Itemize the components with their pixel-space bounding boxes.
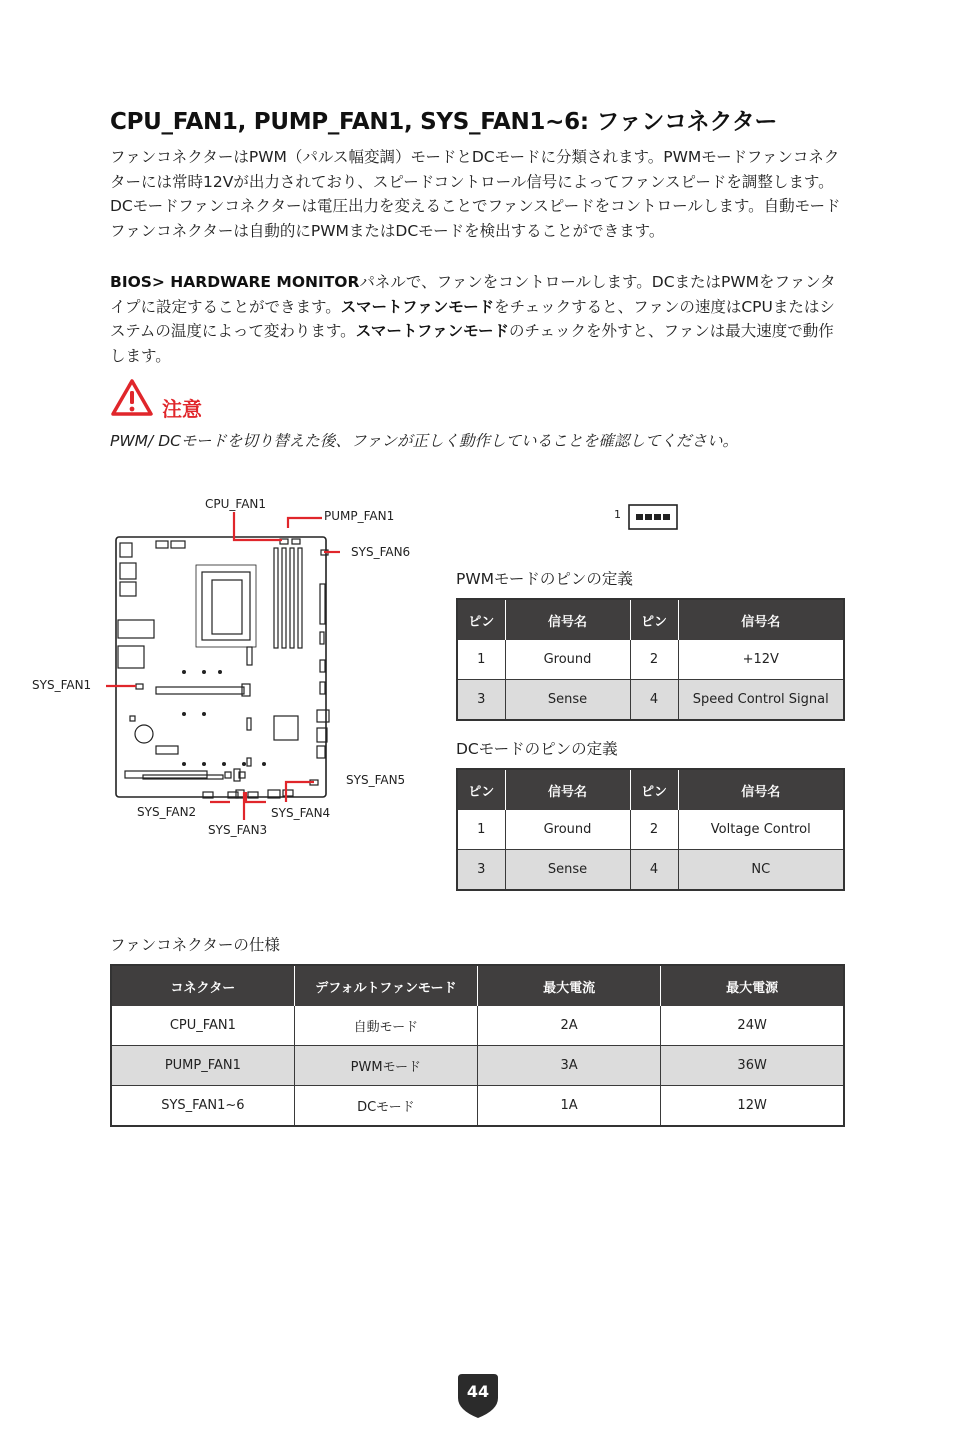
table-cell: 12W [661,1086,844,1127]
fan-spec-table [110,964,845,1127]
intro-paragraph: ファンコネクターはPWM（パルス幅変調）モードとDCモードに分類されます。PWMモードファンコネクターには常時12Vが出力されており、スピードコントロール信号によってファンスピードを調整します。DCモードファンコネクターは電圧出力を変えることでファンスピードをコントロールします。自動モードファンコネクターは自動的にPWMまたはDCモードを検出することができます。 [110,148,841,240]
column-header: 信号名 [505,769,630,810]
table-cell: 3 [457,680,505,721]
dc-section-title: DCモードのピンの定義 [456,740,618,758]
page-title: CPU_FAN1, PUMP_FAN1, SYS_FAN1~6: ファンコネクター [110,109,778,135]
table-cell: Ground [505,810,630,850]
bios-text-2: をチェックすると、ファンの速度はCPUまたはシステムの温度によって変わります。 [110,297,835,340]
table-row [457,640,844,680]
table-header-row [457,769,844,810]
dc-pin-table [456,768,845,891]
page-number: 44 [466,1382,490,1401]
bios-text-1: パネルで、ファンをコントロールします。DCまたはPWMをファンタイプに設定することができます。 [110,273,836,316]
table-row [457,850,844,891]
sys-fan4-label: SYS_FAN4 [271,806,331,820]
table-cell: 2 [630,810,678,850]
column-header: デフォルトファンモード [294,965,477,1006]
fan-header-icon [628,504,678,530]
table-row [111,1086,844,1127]
table-row [457,810,844,850]
table-cell: 1 [457,810,505,850]
pwm-pin-table [456,598,845,721]
sys-fan5-label: SYS_FAN5 [346,773,406,787]
spec-section-title: ファンコネクターの仕様 [110,936,280,954]
table-cell: 4 [630,850,678,891]
table-header-row [457,599,844,640]
column-header: 最大電源 [661,965,844,1006]
column-header: 信号名 [678,599,844,640]
sys-fan3-label: SYS_FAN3 [208,823,268,837]
table-cell: Voltage Control [678,810,844,850]
bios-menu-path: BIOS> HARDWARE MONITOR [110,273,360,291]
warning-icon [110,378,154,418]
table-cell: 3 [457,850,505,891]
table-cell: 1A [478,1086,661,1127]
column-header: コネクター [111,965,294,1006]
table-cell: PUMP_FAN1 [111,1046,294,1086]
column-header: ピン [630,599,678,640]
table-cell: 1 [457,640,505,680]
table-cell: Ground [505,640,630,680]
table-row [457,680,844,721]
smart-fan-mode-1: スマートファンモード [340,297,495,316]
table-row [111,1046,844,1086]
table-cell: PWMモード [294,1046,477,1086]
table-cell: +12V [678,640,844,680]
bios-text-3: のチェックを外すと、ファンは最大速度で動作します。 [110,322,834,365]
sys-fan2-label: SYS_FAN2 [137,805,197,819]
table-cell: 36W [661,1046,844,1086]
table-cell: Speed Control Signal [678,680,844,721]
bios-paragraph [110,270,845,368]
pump-fan1-label: PUMP_FAN1 [324,509,395,523]
table-cell: 24W [661,1006,844,1046]
pin-one-label: 1 [614,508,621,521]
caution-text: PWM/ DCモードを切り替えた後、ファンが正しく動作していることを確認してください。 [110,432,739,450]
column-header: 最大電流 [478,965,661,1006]
table-cell: DCモード [294,1086,477,1127]
column-header: ピン [457,769,505,810]
column-header: 信号名 [505,599,630,640]
motherboard-diagram [20,490,440,850]
table-row [111,1006,844,1046]
column-header: ピン [457,599,505,640]
table-cell: 2 [630,640,678,680]
table-header-row [111,965,844,1006]
sys-fan6-label: SYS_FAN6 [351,545,411,559]
column-header: 信号名 [678,769,844,810]
caution-label: 注意 [162,397,202,421]
table-cell: CPU_FAN1 [111,1006,294,1046]
sys-fan1-label: SYS_FAN1 [32,678,92,692]
pwm-section-title: PWMモードのピンの定義 [456,570,633,588]
table-cell: Sense [505,680,630,721]
table-cell: Sense [505,850,630,891]
table-cell: 自動モード [294,1006,477,1046]
table-cell: SYS_FAN1~6 [111,1086,294,1127]
table-cell: 2A [478,1006,661,1046]
smart-fan-mode-2: スマートファンモード [355,322,509,340]
column-header: ピン [630,769,678,810]
table-cell: 3A [478,1046,661,1086]
table-cell: 4 [630,680,678,721]
cpu-fan1-label: CPU_FAN1 [205,497,267,511]
table-cell: NC [678,850,844,891]
